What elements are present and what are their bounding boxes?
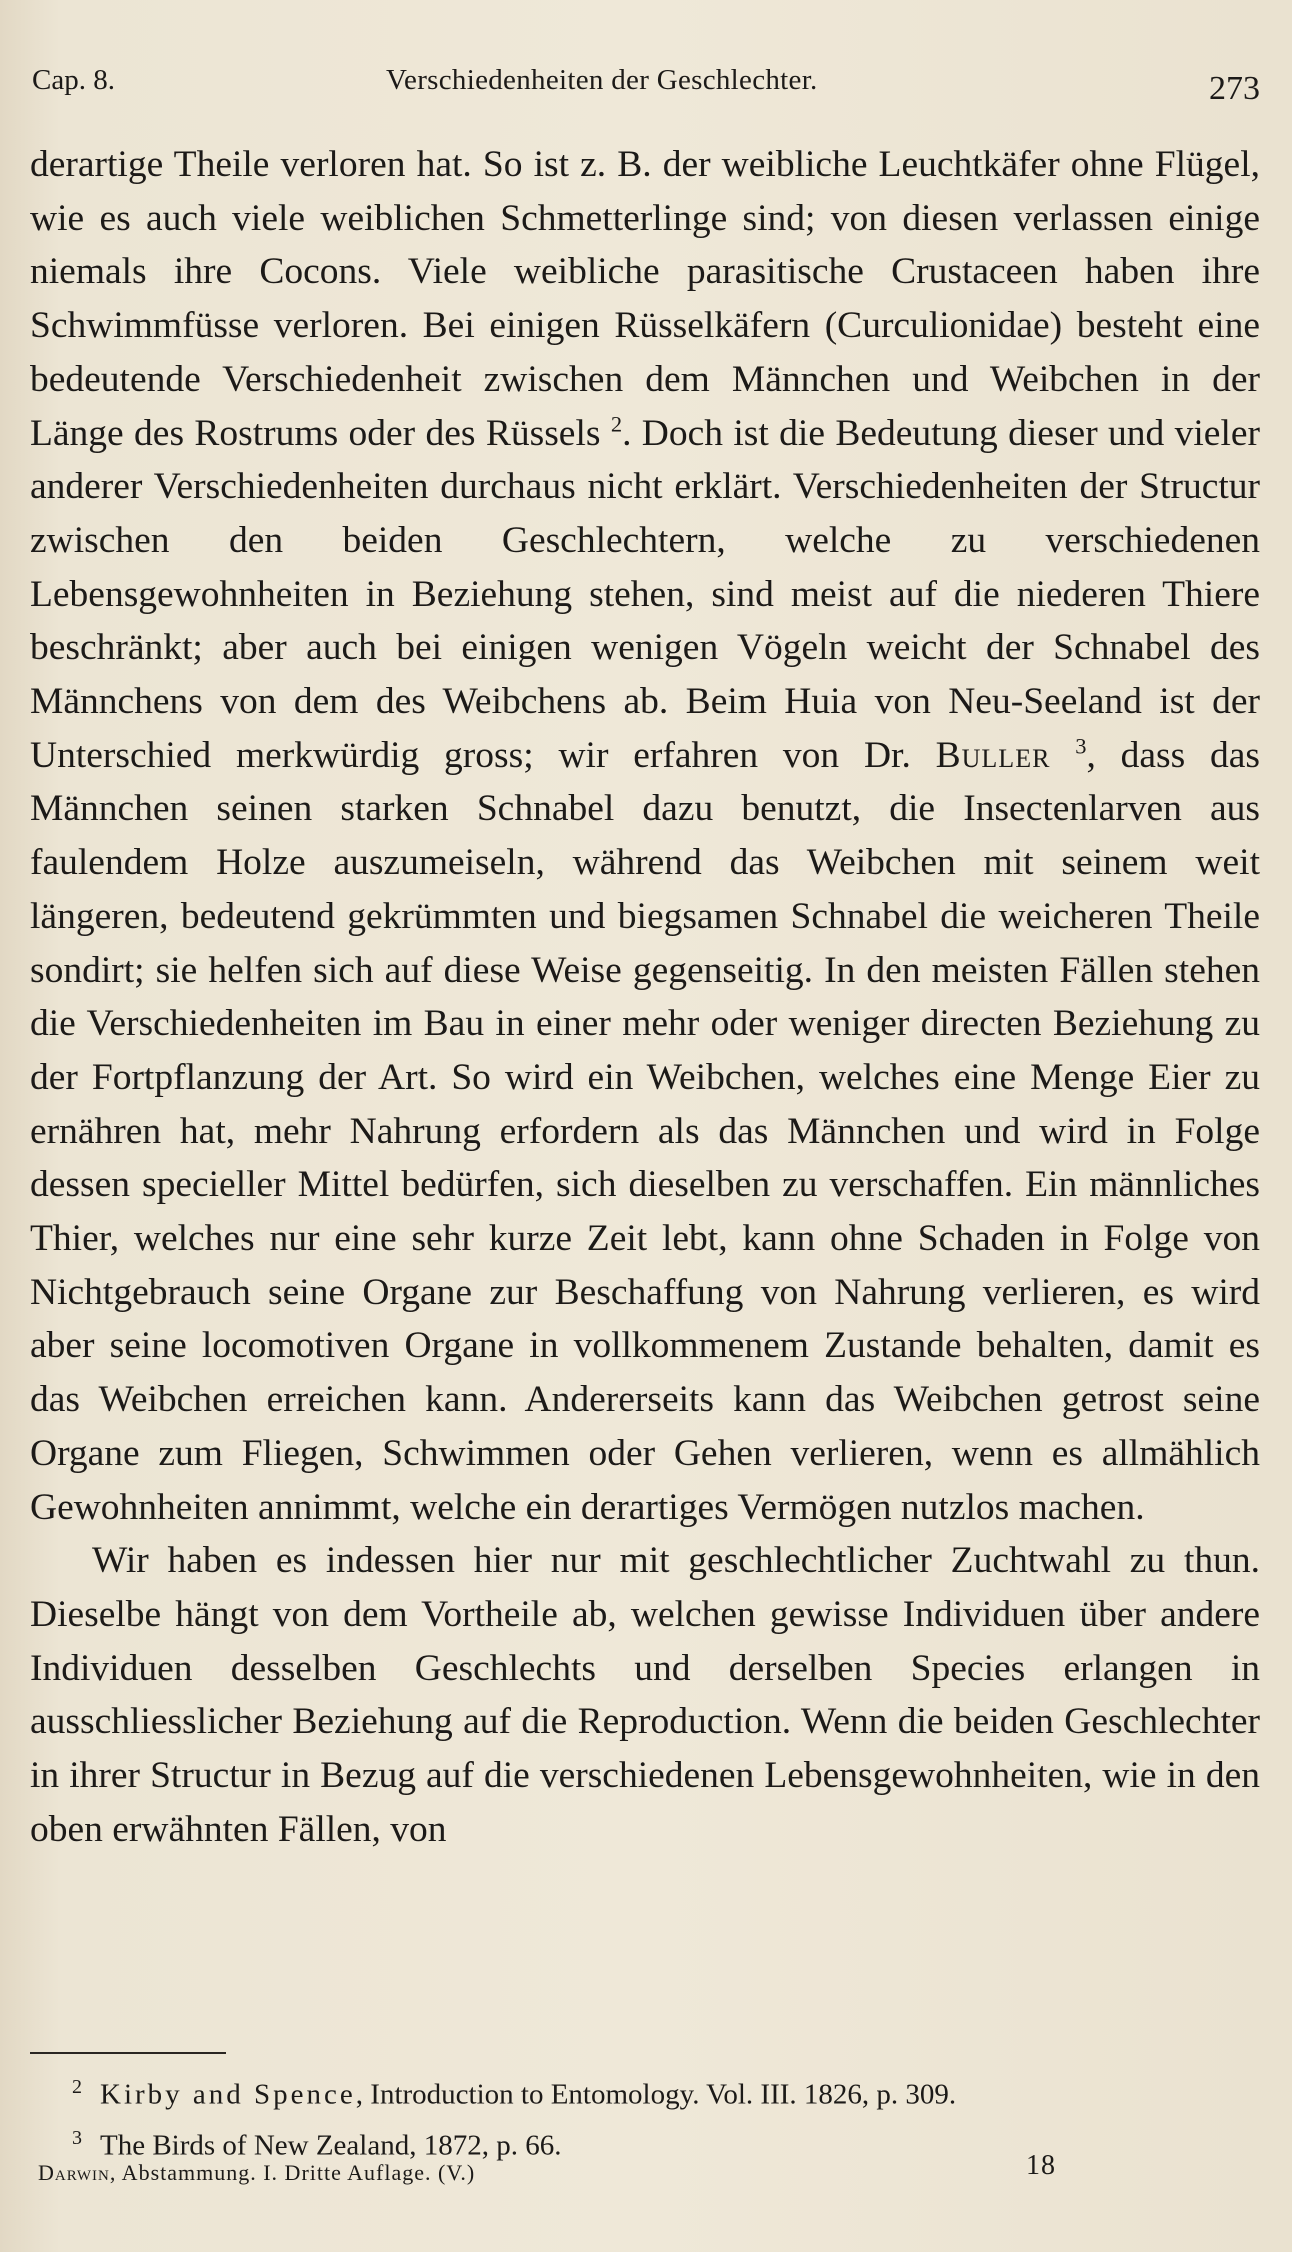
footnote-divider [30,2052,226,2054]
running-header [30,58,1260,108]
signature-title: , Abstammung. I. Dritte Auflage. (V.) [109,2160,476,2185]
page-number: 273 [1209,70,1260,107]
running-title: Verschiedenheiten der Geschlechter. [386,64,818,96]
book-page [30,0,1260,2252]
signature-line [38,2160,475,2186]
chapter-label: Cap. 8. [32,64,115,96]
footnote-ref-2: 2 [610,411,623,437]
footnote-author: Kirby and Spence [100,2078,356,2111]
paragraph-1-part-3: , dass das Männchen seinen starken Schnabel dazu benutzt, die Insectenlarven aus faulendem Holze auszumeiseln, während das Weibchen mit seinem weit längeren, bedeutend gekrümmten und biegsamen Schnabel die weicheren Theile sondirt; sie helfen sich auf diese Weise gegenseitig. In den meisten Fällen stehen die Verschiedenheiten im Bau in einer mehr oder weniger directen Beziehung zu der Fortpflanzung der Art. So wird ein Weibchen, welches eine Menge Eier zu ernähren hat, mehr Nahrung erfordern als das Männchen und wird in Folge dessen specieller Mittel bedürfen, sich dieselben zu verschaffen. Ein männliches Thier, welches nur eine sehr kurze Zeit lebt, kann ohne Schaden in Folge von Nichtgebrauch seine Organe zur Beschaffung von Nahrung verlieren, es wird aber seine locomotiven Organe in vollkommenem Zustande behalten, damit es das Weibchen erreichen kann. Andererseits kann das Weibchen getrost seine Organe zum Fliegen, Schwimmen oder Gehen verlieren, wenn es allmählich Gewohnheiten annimmt, welche ein derartiges Vermögen nutzlos machen. [30,734,1261,1528]
signature-author: Darwin [38,2160,110,2185]
footnotes [72,2066,1260,2167]
main-text [30,138,1260,1857]
paragraph-1 [30,138,1260,1534]
paragraph-1-part-1: derartige Theile verloren hat. So ist z. B. der weibliche Leuchtkäfer ohne Flügel, wie es auch viele weiblichen Schmetterlinge sind; von diesen verlassen einige niemals ihre Cocons. Viele weibliche parasitische Crustaceen haben ihre Schwimmfüsse verloren. Bei einigen Rüsselkäfern (Curculionidae) besteht eine bedeutende Verschiedenheit zwischen dem Männchen und Weibchen in der Länge des Rostrums oder des Rüssels [30,144,1260,454]
footnote-ref-3: 3 [1075,733,1087,759]
author-buller: Buller [935,734,1051,776]
paragraph-1-part-2: . Doch ist die Bedeutung dieser und vieler anderer Verschiedenheiten durchaus nicht erklärt. Verschiedenheiten der Structur zwischen den beiden Geschlechtern, welche zu verschiedenen Lebensgewohnheiten in Beziehung stehen, sind meist auf die niederen Thiere beschränkt; aber auch bei einigen wenigen Vögeln weicht der Schnabel des Männchens von dem des Weibchens ab. Beim Huia von Neu-Seeland ist der Unterschied merkwürdig gross; wir erfahren von Dr. [30,412,1261,776]
footnote-mark: 2 [72,2076,82,2098]
footnote-mark: 3 [72,2126,82,2149]
footnote-text: , Introduction to Entomology. Vol. III. 1826, p. 309. [355,2078,957,2111]
paragraph-2: Wir haben es indessen hier nur mit geschlechtlicher Zuchtwahl zu thun. Dieselbe hängt von dem Vortheile ab, welchen gewisse Individuen über andere Individuen desselben Geschlechts und derselben Species erlangen in ausschliesslicher Beziehung auf die Reproduction. Wenn die beiden Geschlechter in ihrer Structur in Bezug auf die verschiedenen Lebensgewohnheiten, wie in den oben erwähnten Fällen, von [30,1540,1260,1850]
footnote-text: The Birds of New Zealand, 1872, p. 66. [100,2129,562,2162]
footnote-2 [72,2066,1260,2117]
sheet-number: 18 [1026,2150,1056,2181]
